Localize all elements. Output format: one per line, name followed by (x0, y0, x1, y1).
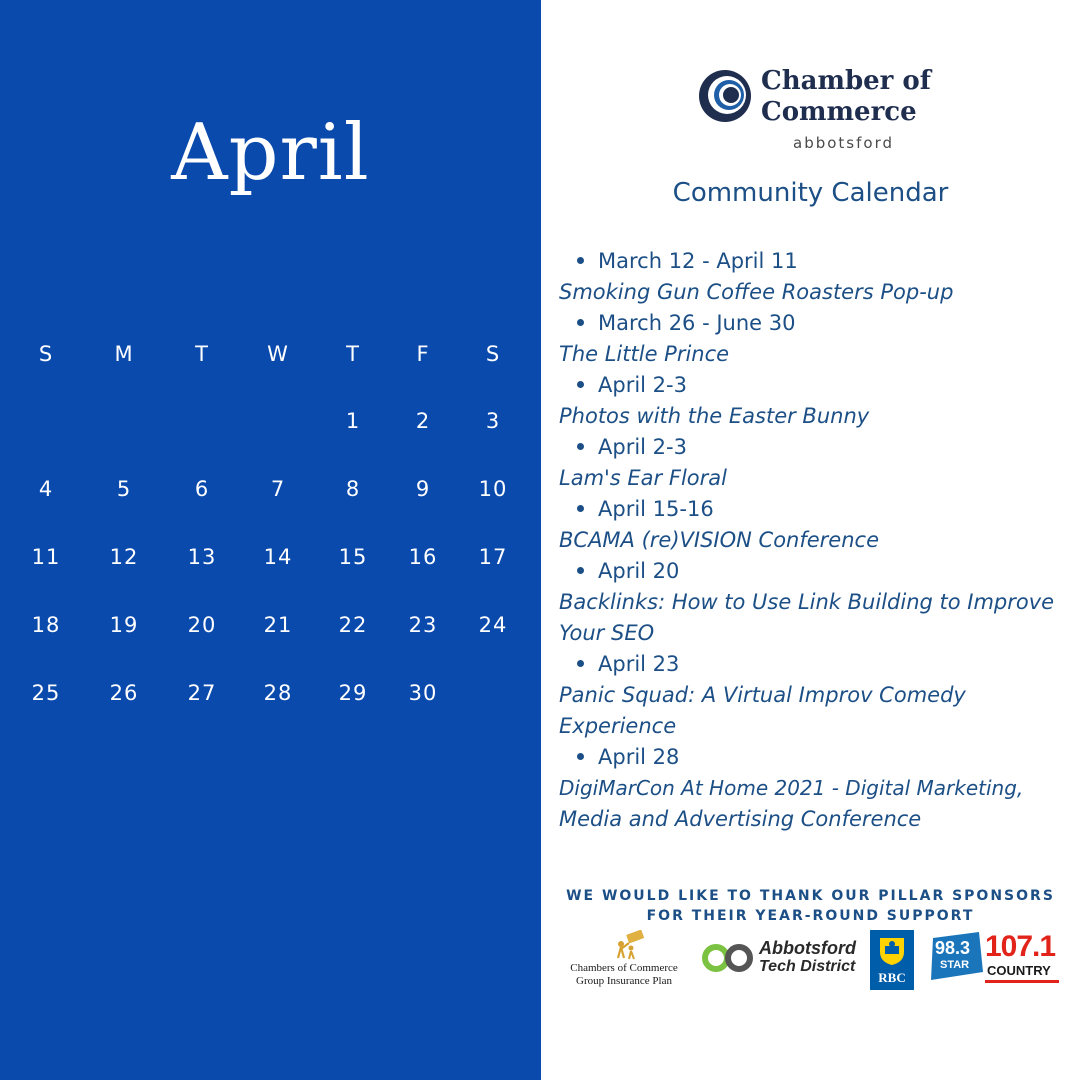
community-calendar-title: Community Calendar (672, 178, 949, 208)
sponsor-star-radio (927, 928, 985, 984)
sponsor-chambers-insurance (557, 930, 691, 990)
sponsors-heading: FOR THEIR YEAR-ROUND SUPPORT (646, 908, 975, 924)
day-cell: 6 (194, 477, 210, 501)
weekday-fri: F (416, 342, 430, 366)
weekday-sat: S (485, 342, 501, 366)
sponsor-atd-line2: Tech District (759, 958, 856, 975)
chamber-logo-line3: abbotsford (793, 134, 894, 152)
bullet-icon (577, 381, 584, 388)
event-date: April 15-16 (577, 497, 714, 521)
bullet-icon (577, 319, 584, 326)
event-name: The Little Prince (559, 342, 730, 366)
event-date: April 23 (577, 652, 679, 676)
rbc-lion-shield-icon (876, 934, 908, 966)
day-cell: 1 (345, 409, 361, 433)
day-cell: 26 (109, 681, 139, 705)
weekday-sun: S (38, 342, 54, 366)
day-cell: 27 (187, 681, 217, 705)
day-cell: 24 (478, 613, 508, 637)
country-underline (985, 980, 1059, 983)
event-name: Media and Advertising Conference (559, 807, 922, 831)
month-title: April (171, 108, 370, 198)
day-cell: 15 (338, 545, 368, 569)
event-date: April 20 (577, 559, 679, 583)
day-cell: 7 (270, 477, 286, 501)
event-name: Experience (559, 714, 677, 738)
day-cell: 9 (415, 477, 431, 501)
day-cell: 14 (263, 545, 293, 569)
day-cell: 22 (338, 613, 368, 637)
event-name: DigiMarCon At Home 2021 - Digital Marketing, (559, 776, 1024, 800)
day-cell: 8 (345, 477, 361, 501)
sponsor-cc-line2: Group Insurance Plan (576, 975, 672, 987)
sponsor-country-number: 107.1 (985, 930, 1056, 963)
weekday-thu: T (346, 342, 360, 366)
bullet-icon (577, 753, 584, 760)
day-cell: 21 (263, 613, 293, 637)
bullet-icon (577, 443, 584, 450)
sponsor-cc-line1: Chambers of Commerce (570, 962, 678, 974)
day-cell: 3 (485, 409, 501, 433)
sponsor-country-word: COUNTRY (987, 963, 1051, 978)
weekday-mon: M (114, 342, 134, 366)
day-cell: 5 (116, 477, 132, 501)
bullet-icon (577, 505, 584, 512)
event-date: April 2-3 (577, 373, 687, 397)
day-cell: 25 (31, 681, 61, 705)
day-cell: 17 (478, 545, 508, 569)
weekday-tue: T (195, 342, 209, 366)
event-name: BCAMA (re)VISION Conference (559, 528, 879, 552)
day-cell: 13 (187, 545, 217, 569)
day-cell: 18 (31, 613, 61, 637)
chamber-logo-line2: Commerce (761, 97, 917, 127)
umbrella-people-icon (609, 930, 649, 960)
day-cell: 12 (109, 545, 139, 569)
event-name: Lam's Ear Floral (559, 466, 727, 490)
event-name: Panic Squad: A Virtual Improv Comedy (559, 683, 966, 707)
day-cell: 2 (415, 409, 431, 433)
event-date: March 12 - April 11 (577, 249, 798, 273)
chamber-logo-line1: Chamber of (761, 66, 931, 96)
event-date: March 26 - June 30 (577, 311, 795, 335)
sponsor-country-radio (985, 930, 1065, 986)
day-cell: 19 (109, 613, 139, 637)
event-name: Photos with the Easter Bunny (559, 404, 870, 428)
sponsor-abbotsford-tech-district (701, 936, 861, 982)
chamber-logo-icon (697, 68, 753, 124)
day-cell: 29 (338, 681, 368, 705)
day-cell: 30 (408, 681, 438, 705)
day-cell: 28 (263, 681, 293, 705)
day-cell: 23 (408, 613, 438, 637)
sponsor-atd-line1: Abbotsford (759, 938, 856, 958)
bullet-icon (577, 567, 584, 574)
event-name: Backlinks: How to Use Link Building to Improve (559, 590, 1055, 614)
sponsor-star-word: STAR (940, 959, 970, 971)
sponsors-heading: WE WOULD LIKE TO THANK OUR PILLAR SPONSORS (566, 888, 1055, 904)
sponsor-star-number: 98.3 (935, 938, 971, 958)
weekday-wed: W (267, 342, 289, 366)
day-cell: 20 (187, 613, 217, 637)
bullet-icon (577, 660, 584, 667)
event-date: April 2-3 (577, 435, 687, 459)
event-date: April 28 (577, 745, 679, 769)
day-cell: 11 (31, 545, 61, 569)
sponsor-rbc (870, 930, 914, 990)
event-name: Smoking Gun Coffee Roasters Pop-up (559, 280, 954, 304)
event-name: Your SEO (559, 621, 655, 645)
day-cell: 4 (38, 477, 54, 501)
bullet-icon (577, 257, 584, 264)
chamber-logo (697, 66, 957, 156)
day-cell: 16 (408, 545, 438, 569)
infinity-logo-icon (701, 940, 755, 976)
sponsor-rbc-label: RBC (878, 970, 906, 985)
day-cell: 10 (478, 477, 508, 501)
